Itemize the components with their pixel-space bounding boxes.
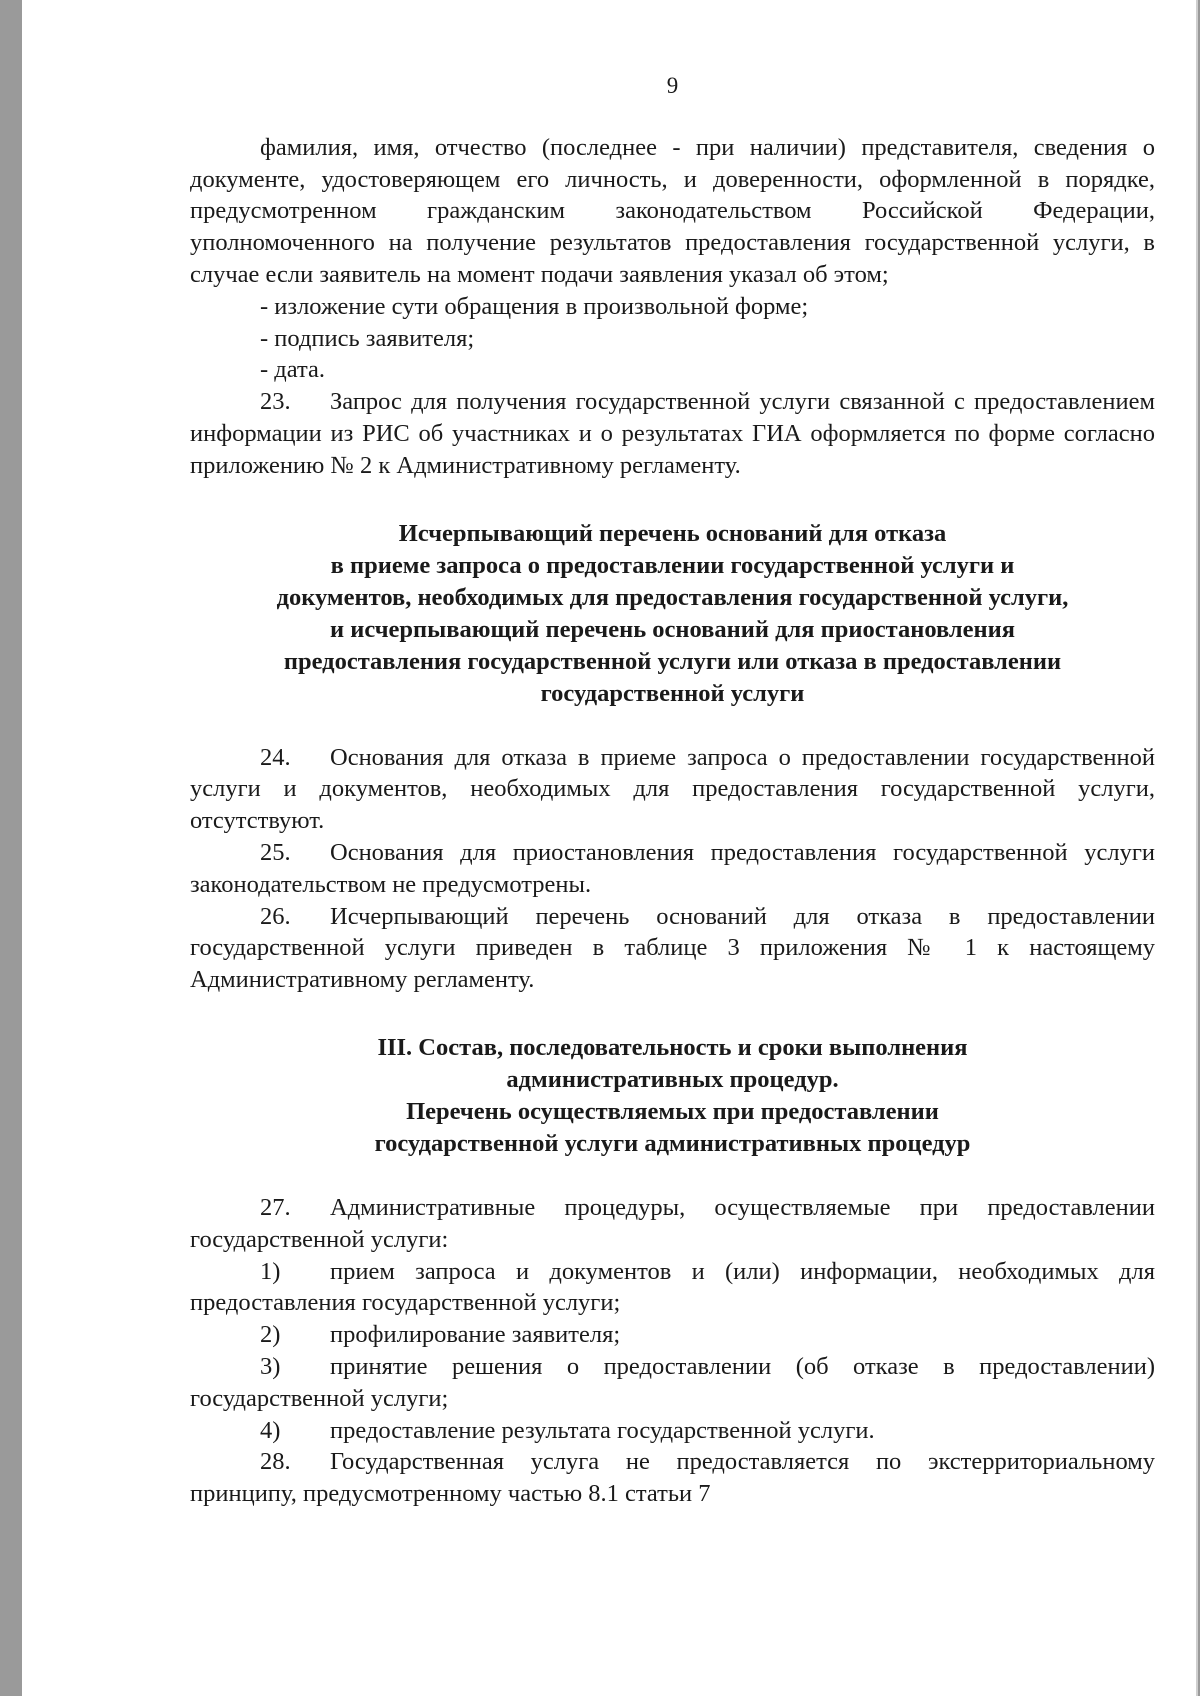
- list-item-number: 2): [260, 1321, 281, 1349]
- list-item: [190, 1351, 1155, 1415]
- page-edge: [1196, 0, 1198, 1696]
- paragraph-number: 25.: [260, 838, 291, 866]
- heading-line: государственной услуги: [540, 679, 805, 707]
- list-item-signature: - подпись заявителя;: [260, 324, 475, 352]
- paragraph-26: [190, 901, 1155, 996]
- heading-line: III. Состав, последовательность и сроки выполнения: [377, 1033, 968, 1061]
- paragraph-text: Исчерпывающий перечень оснований для отказа в предоставлении государственной услуги приведен в таблице 3 приложения № 1 к настоящему Административному регламенту.: [190, 902, 1155, 994]
- paragraph-representative-info: фамилия, имя, отчество (последнее - при наличии) представителя, сведения о документе, удостоверяющем его личность, и доверенности, оформленной в порядке, предусмотренном гражданским законодательством Российской Федерации, уполномоченного на получение результатов предоставления государственной услуги, в случае если заявитель на момент подачи заявления указал об этом;: [190, 133, 1155, 288]
- list-item: [190, 1415, 1155, 1447]
- list-item-appeal-essence: - изложение сути обращения в произвольной форме;: [260, 292, 809, 320]
- section-heading-refusal-grounds: [190, 518, 1155, 710]
- list-item-text: профилирование заявителя;: [330, 1321, 621, 1349]
- heading-line: государственной услуги административных процедур: [374, 1129, 971, 1157]
- paragraph-28: [190, 1446, 1155, 1510]
- heading-line: Исчерпывающий перечень оснований для отказа: [398, 519, 947, 547]
- list-item-date: - дата.: [260, 356, 325, 384]
- heading-line: административных процедур.: [506, 1065, 839, 1093]
- heading-line: документов, необходимых для предоставления государственной услуги,: [276, 583, 1069, 611]
- paragraph-number: 24.: [260, 743, 291, 771]
- heading-line: предоставления государственной услуги или отказа в предоставлении: [283, 647, 1062, 675]
- heading-line: и исчерпывающий перечень оснований для приостановления: [329, 615, 1015, 643]
- paragraph-text: Запрос для получения государственной услуги связанной с предоставлением информации из РИС об участниках и о результатах ГИА оформляется по форме согласно приложению № 2 к Административному регламенту.: [190, 388, 1155, 479]
- list-item-number: 4): [260, 1416, 281, 1444]
- document-content: [190, 70, 1155, 1510]
- paragraph-number: 28.: [260, 1448, 291, 1476]
- section-heading-procedures: [190, 1032, 1155, 1160]
- list-item-text: предоставление результата государственной услуги.: [330, 1416, 875, 1444]
- paragraph-text: Административные процедуры, осуществляемые при предоставлении государственной услуги:: [190, 1193, 1155, 1253]
- list-item-number: 3): [260, 1352, 281, 1380]
- page-number: 9: [666, 73, 679, 98]
- heading-line: Перечень осуществляемых при предоставлении: [406, 1097, 939, 1125]
- document-page: [22, 0, 1198, 1696]
- list-item-number: 1): [260, 1257, 281, 1285]
- paragraph-23: [190, 386, 1155, 481]
- paragraph-number: 23.: [260, 388, 291, 416]
- paragraph-number: 26.: [260, 902, 291, 930]
- paragraph-27: [190, 1192, 1155, 1256]
- paragraph-24: [190, 742, 1155, 837]
- heading-line: в приеме запроса о предоставлении государственной услуги и: [330, 551, 1015, 579]
- list-item: [190, 1319, 1155, 1351]
- paragraph-number: 27.: [260, 1193, 291, 1221]
- list-item: [190, 1256, 1155, 1320]
- paragraph-text: Основания для отказа в приеме запроса о предоставлении государственной услуги и документов, необходимых для предоставления государственной услуги, отсутствуют.: [190, 743, 1155, 835]
- list-item-text: принятие решения о предоставлении (об отказе в предоставлении) государственной услуги;: [190, 1352, 1155, 1412]
- paragraph-text: Государственная услуга не предоставляется по экстерриториальному принципу, предусмотренному частью 8.1 статьи 7: [190, 1448, 1155, 1508]
- paragraph-25: [190, 837, 1155, 901]
- list-item-text: прием запроса и документов и (или) информации, необходимых для предоставления государственной услуги;: [190, 1257, 1155, 1317]
- paragraph-text: Основания для приостановления предоставления государственной услуги законодательством не предусмотрены.: [190, 838, 1155, 898]
